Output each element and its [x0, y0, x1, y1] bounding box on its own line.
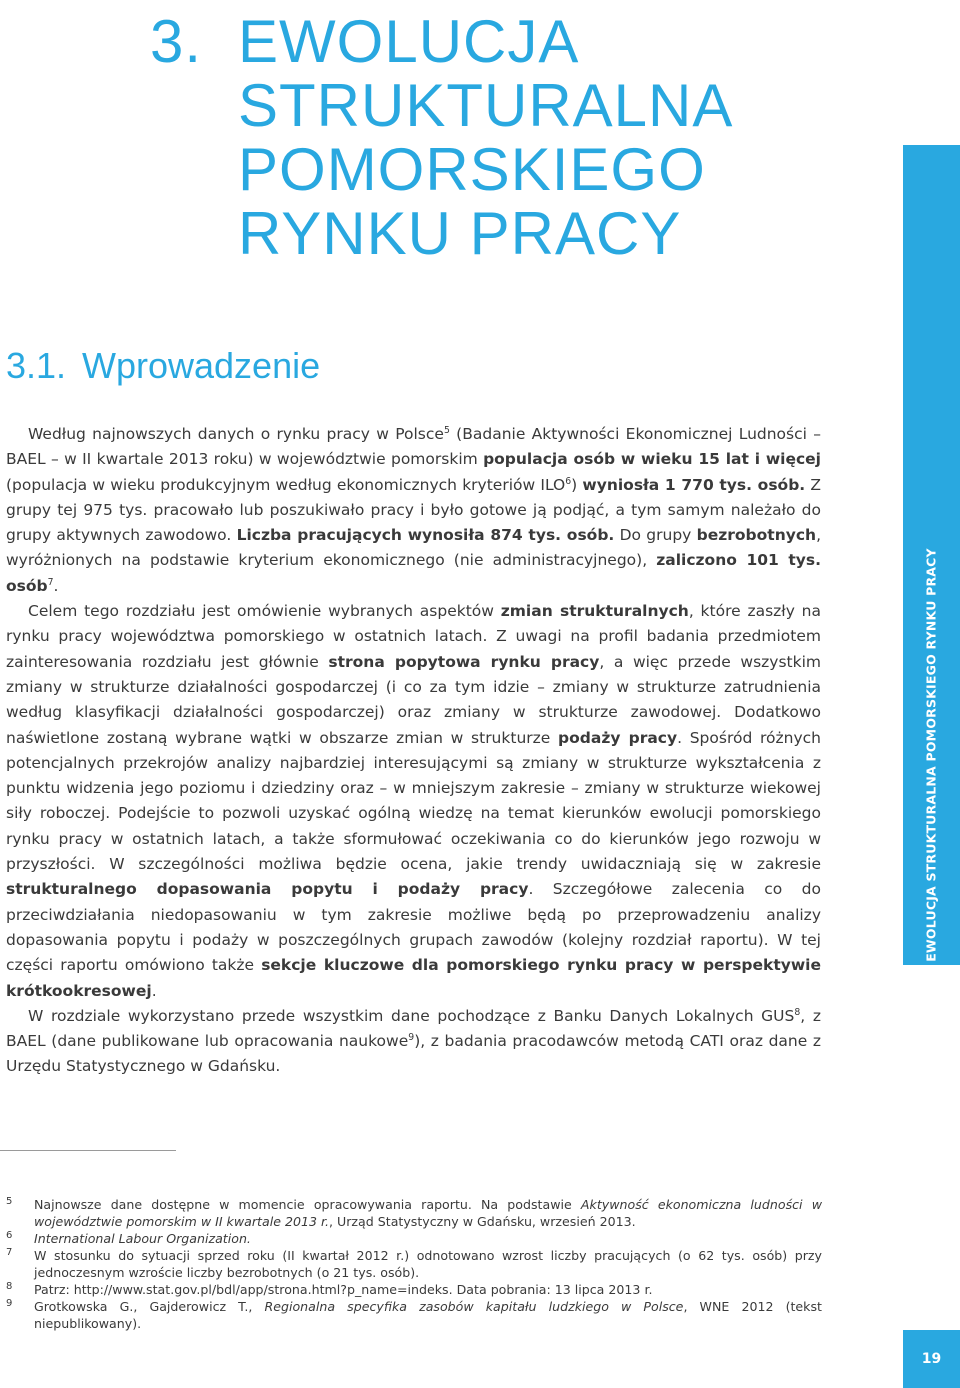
text-run: strukturalnego dopasowania popytu i podaży pracy	[6, 880, 529, 899]
footnote-ref: 6	[565, 475, 572, 487]
text-run: Aktywność ekonomiczna ludności w województwie pomorskim w II kwartale 2013 r.	[34, 1197, 822, 1229]
section-title: Wprowadzenie	[82, 345, 321, 386]
text-run: wyniosła 1 770 tys. osób.	[582, 475, 806, 494]
footnote-number: 9	[6, 1298, 13, 1309]
footnotes	[0, 1196, 822, 1332]
text-run: , WNE 2012 (tekst niepublikowany).	[34, 1299, 822, 1331]
text-run: Liczba pracujących wynosiła 874 tys. osób.	[236, 526, 615, 545]
footnote-number: 8	[6, 1281, 13, 1292]
chapter-number: 3.	[150, 8, 203, 75]
footnote-number: 7	[6, 1247, 13, 1258]
chapter-title	[150, 10, 733, 266]
text-run: (Badanie Aktywności Ekonomicznej Ludności – BAEL – w II kwartale 2013 roku) w województwie pomorskim	[6, 425, 821, 469]
paragraph	[6, 599, 821, 1004]
footnote-text	[34, 1248, 822, 1280]
footnote-text	[34, 1299, 822, 1331]
footnote-text	[34, 1282, 652, 1297]
text-run: strona popytowa rynku pracy	[328, 652, 600, 671]
footnote-ref: 9	[408, 1031, 415, 1043]
chapter-title-line-1: 3. EWOLUCJA	[150, 8, 580, 75]
text-run: Celem tego rozdziału jest omówienie wybranych aspektów	[28, 602, 501, 621]
section-heading	[6, 344, 320, 388]
footnote-number: 6	[6, 1230, 13, 1241]
text-run: . Spośród różnych potencjalnych przekrojów analizy najbardziej interesującymi są zmiany w strukturze wykształcenia z punktu widzenia jego poziomu i dziedziny oraz – w mniejszym zakresie – zmiany w strukturze wiekowej siły roboczej. Podejście to pozwoli uzyskać ogólną wiedzę na temat kierunków ewolucji pomorskiego rynku pracy w ostatnich latach, a także sformułować oczekiwania co do kierunków jego rozwoju w przyszłości. W szczególności możliwa będzie ocena, jakie trendy uwidaczniają się w zakresie	[6, 728, 821, 874]
text-run: , wyróżnionych na podstawie kryterium ekonomicznego (nie administracyjnego),	[6, 526, 821, 570]
footnote-ref: 5	[443, 424, 450, 436]
text-run: (populacja w wieku produkcyjnym według ekonomicznych kryteriów ILO	[6, 475, 566, 494]
text-run: Grotkowska G., Gajderowicz T.,	[34, 1299, 265, 1314]
chapter-title-line-4: RYNKU PRACY	[238, 200, 682, 267]
body-text	[6, 422, 821, 1080]
text-run: International Labour Organization.	[34, 1231, 251, 1246]
text-run: )	[571, 475, 583, 494]
text-run: ), z badania pracodawców metodą CATI oraz dane z Urzędu Statystycznego w Gdańsku.	[6, 1032, 822, 1076]
chapter-title-line-2: STRUKTURALNA	[238, 72, 734, 139]
footnote	[0, 1281, 822, 1298]
text-run: Patrz: http://www.stat.gov.pl/bdl/app/strona.html?p_name=indeks. Data pobrania: 13 lipca 2013 r.	[34, 1282, 653, 1297]
paragraph	[6, 422, 821, 599]
footnote	[0, 1230, 822, 1247]
footnote	[0, 1298, 822, 1332]
footnote-text	[34, 1197, 822, 1229]
footnote	[0, 1196, 822, 1230]
text-run: sekcje kluczowe dla pomorskiego rynku pracy w perspektywie krótkookresowej	[6, 956, 821, 1000]
text-run: zaliczono 101 tys. osób	[6, 551, 821, 595]
footnote-ref: 7	[47, 576, 54, 588]
text-run: , które zaszły na rynku pracy województwa pomorskiego w ostatnich latach. Z uwagi na profil badania przedmiotem zainteresowania rozdziału jest głównie	[6, 602, 821, 671]
text-run: .	[151, 981, 157, 1000]
chapter-title-line-3: POMORSKIEGO	[238, 136, 706, 203]
text-run: , a więc przede wszystkim zmiany w strukturze działalności gospodarczej (i co za tym idzie – zmiany w strukturze zatrudnienia według klasyfikacji działalności gospodarczej) oraz zmiany w strukturze zawodowej. Dodatkowo naświetlone zostaną wybrane wątki w obszarze zmian w strukturze	[6, 652, 822, 747]
footnote-number: 5	[6, 1196, 13, 1207]
page-number-box	[903, 1330, 960, 1388]
text-run: , z BAEL (dane publikowane lub opracowania naukowe	[6, 1006, 821, 1051]
text-run: Regionalna specyfika zasobów kapitału ludzkiego w Polsce	[264, 1299, 684, 1314]
text-run: Według najnowszych danych o rynku pracy w Polsce	[28, 425, 444, 443]
text-run: Najnowsze dane dostępne w momencie opracowywania raportu. Na podstawie	[34, 1197, 581, 1212]
footnote-text	[34, 1231, 251, 1246]
footnote	[0, 1247, 822, 1281]
text-run: W stosunku do sytuacji sprzed roku (II kwartał 2012 r.) odnotowano wzrost liczby pracujących (o 62 tys. osób) przy jednoczesnym wzroście liczby bezrobotnych (o 21 tys. osób).	[34, 1248, 822, 1280]
text-run: , Urząd Statystyczny w Gdańsku, wrzesień 2013.	[329, 1214, 636, 1229]
text-run: Z grupy tej 975 tys. pracowało lub poszukiwało pracy i było gotowe ją podjąć, a tym samym należało do grupy aktywnych zawodowo.	[6, 475, 821, 545]
footnote-divider	[0, 1150, 176, 1151]
section-number: 3.1.	[6, 345, 67, 386]
text-run: bezrobotnych	[696, 526, 817, 545]
text-run: Do grupy	[614, 526, 697, 545]
text-run: W rozdziale wykorzystano przede wszystkim dane pochodzące z Banku Danych Lokalnych GUS	[28, 1006, 795, 1025]
footnote-ref: 8	[794, 1006, 801, 1018]
paragraph	[6, 1004, 821, 1080]
page-number: 19	[921, 1351, 942, 1367]
text-run: podaży pracy	[558, 728, 678, 747]
text-run: . Szczegółowe zalecenia co do przeciwdziałania niedopasowaniu w tym zakresie możliwe będą po przeprowadzeniu analizy dopasowania popytu i podaży w poszczególnych grupach zawodów (kolejny rozdział raportu). W tej części raportu omówiono także	[6, 880, 821, 975]
text-run: .	[53, 576, 59, 595]
text-run: populacja osób w wieku 15 lat i więcej	[483, 450, 821, 469]
text-run: zmian strukturalnych	[500, 602, 689, 621]
chapter-side-tab-label: EWOLUCJA STRUKTURALNA POMORSKIEGO RYNKU PRACY	[923, 548, 939, 962]
